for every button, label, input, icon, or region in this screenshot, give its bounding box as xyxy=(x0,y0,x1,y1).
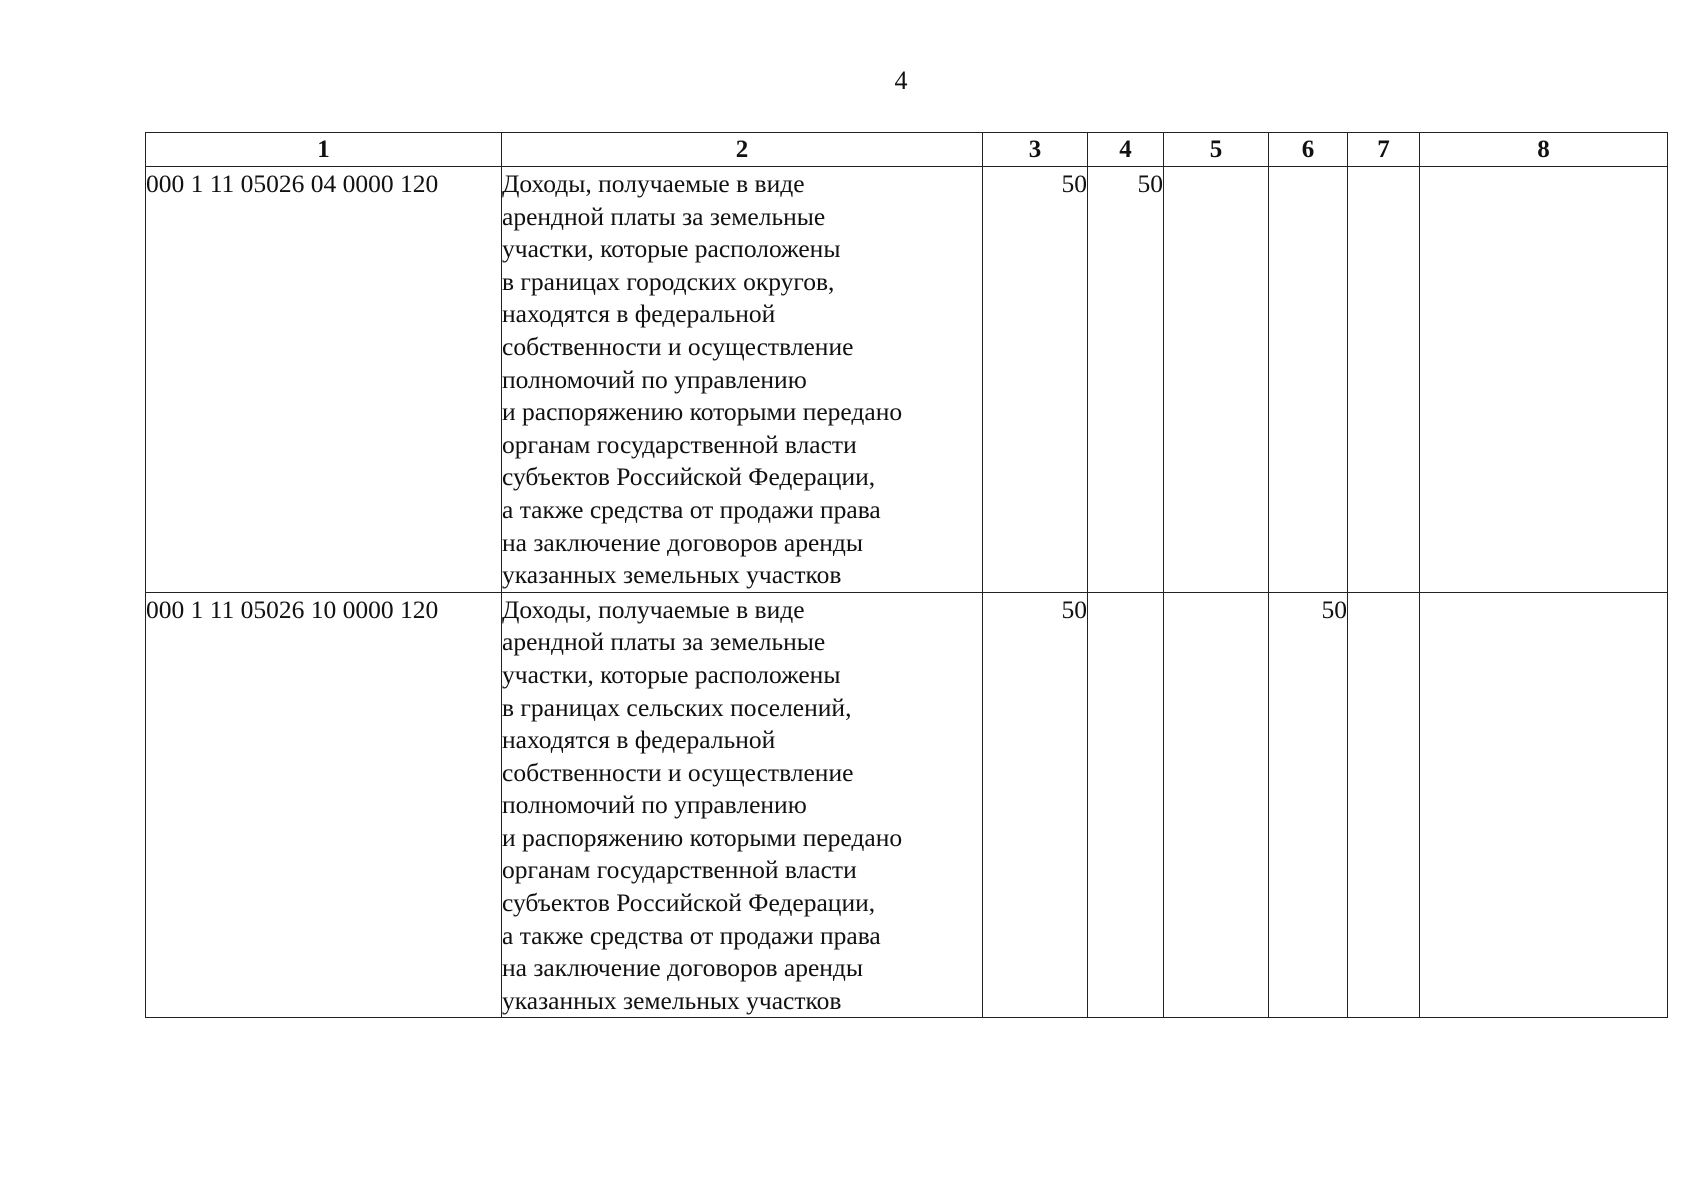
col-4-value xyxy=(1088,592,1164,1018)
description-line: органам государственной власти xyxy=(502,855,857,885)
revenue-distribution-table xyxy=(145,132,1668,1018)
col-6-value xyxy=(1269,167,1348,593)
header-col-5: 5 xyxy=(1164,133,1269,167)
header-col-7: 7 xyxy=(1348,133,1420,167)
description-cell xyxy=(502,592,983,1018)
description-line: участки, которые расположены xyxy=(502,659,841,689)
table-row xyxy=(146,167,1668,593)
description-line: полномочий по управлению xyxy=(502,364,807,394)
description-line: в границах сельских поселений, xyxy=(502,692,852,722)
description-line: на заключение договоров аренды xyxy=(502,953,864,983)
description-cell xyxy=(502,167,983,593)
header-col-3: 3 xyxy=(983,133,1088,167)
description-line: а также средства от продажи права xyxy=(502,494,881,524)
description-line: Доходы, получаемые в виде xyxy=(502,594,805,624)
description-line: органам государственной власти xyxy=(502,429,857,459)
description-line: а также средства от продажи права xyxy=(502,920,881,950)
col-3-value: 50 xyxy=(983,167,1088,593)
description-line: собственности и осуществление xyxy=(502,331,854,361)
col-3-value: 50 xyxy=(983,592,1088,1018)
table-row xyxy=(146,592,1668,1018)
description-line: Доходы, получаемые в виде xyxy=(502,169,805,198)
header-col-2: 2 xyxy=(502,133,983,167)
col-6-value: 50 xyxy=(1269,592,1348,1018)
col-4-value: 50 xyxy=(1088,167,1164,593)
col-7-value xyxy=(1348,592,1420,1018)
description-line: и распоряжению которыми передано xyxy=(502,822,903,852)
description-line: полномочий по управлению xyxy=(502,790,807,820)
header-col-6: 6 xyxy=(1269,133,1348,167)
description-line: в границах городских округов, xyxy=(502,266,835,296)
description-line: и распоряжению которыми передано xyxy=(502,397,903,427)
description-line: указанных земельных участков xyxy=(502,560,842,590)
description-line: находятся в федеральной xyxy=(502,299,776,329)
header-col-4: 4 xyxy=(1088,133,1164,167)
table-header-row xyxy=(146,133,1668,167)
description-line: арендной платы за земельные xyxy=(502,201,826,231)
description-line: собственности и осуществление xyxy=(502,757,854,787)
col-5-value xyxy=(1164,167,1269,593)
header-col-8: 8 xyxy=(1420,133,1668,167)
description-line: указанных земельных участков xyxy=(502,985,842,1015)
col-8-value xyxy=(1420,592,1668,1018)
col-8-value xyxy=(1420,167,1668,593)
header-col-1: 1 xyxy=(146,133,502,167)
col-7-value xyxy=(1348,167,1420,593)
description-line: субъектов Российской Федерации, xyxy=(502,888,876,918)
description-line: участки, которые расположены xyxy=(502,234,841,264)
description-line: находятся в федеральной xyxy=(502,725,776,755)
description-line: на заключение договоров аренды xyxy=(502,527,864,557)
budget-code-cell: 000 1 11 05026 10 0000 120 xyxy=(146,592,502,1018)
budget-code-cell: 000 1 11 05026 04 0000 120 xyxy=(146,167,502,593)
page-number: 4 xyxy=(894,66,908,95)
description-line: арендной платы за земельные xyxy=(502,627,826,657)
col-5-value xyxy=(1164,592,1269,1018)
description-line: субъектов Российской Федерации, xyxy=(502,462,876,492)
